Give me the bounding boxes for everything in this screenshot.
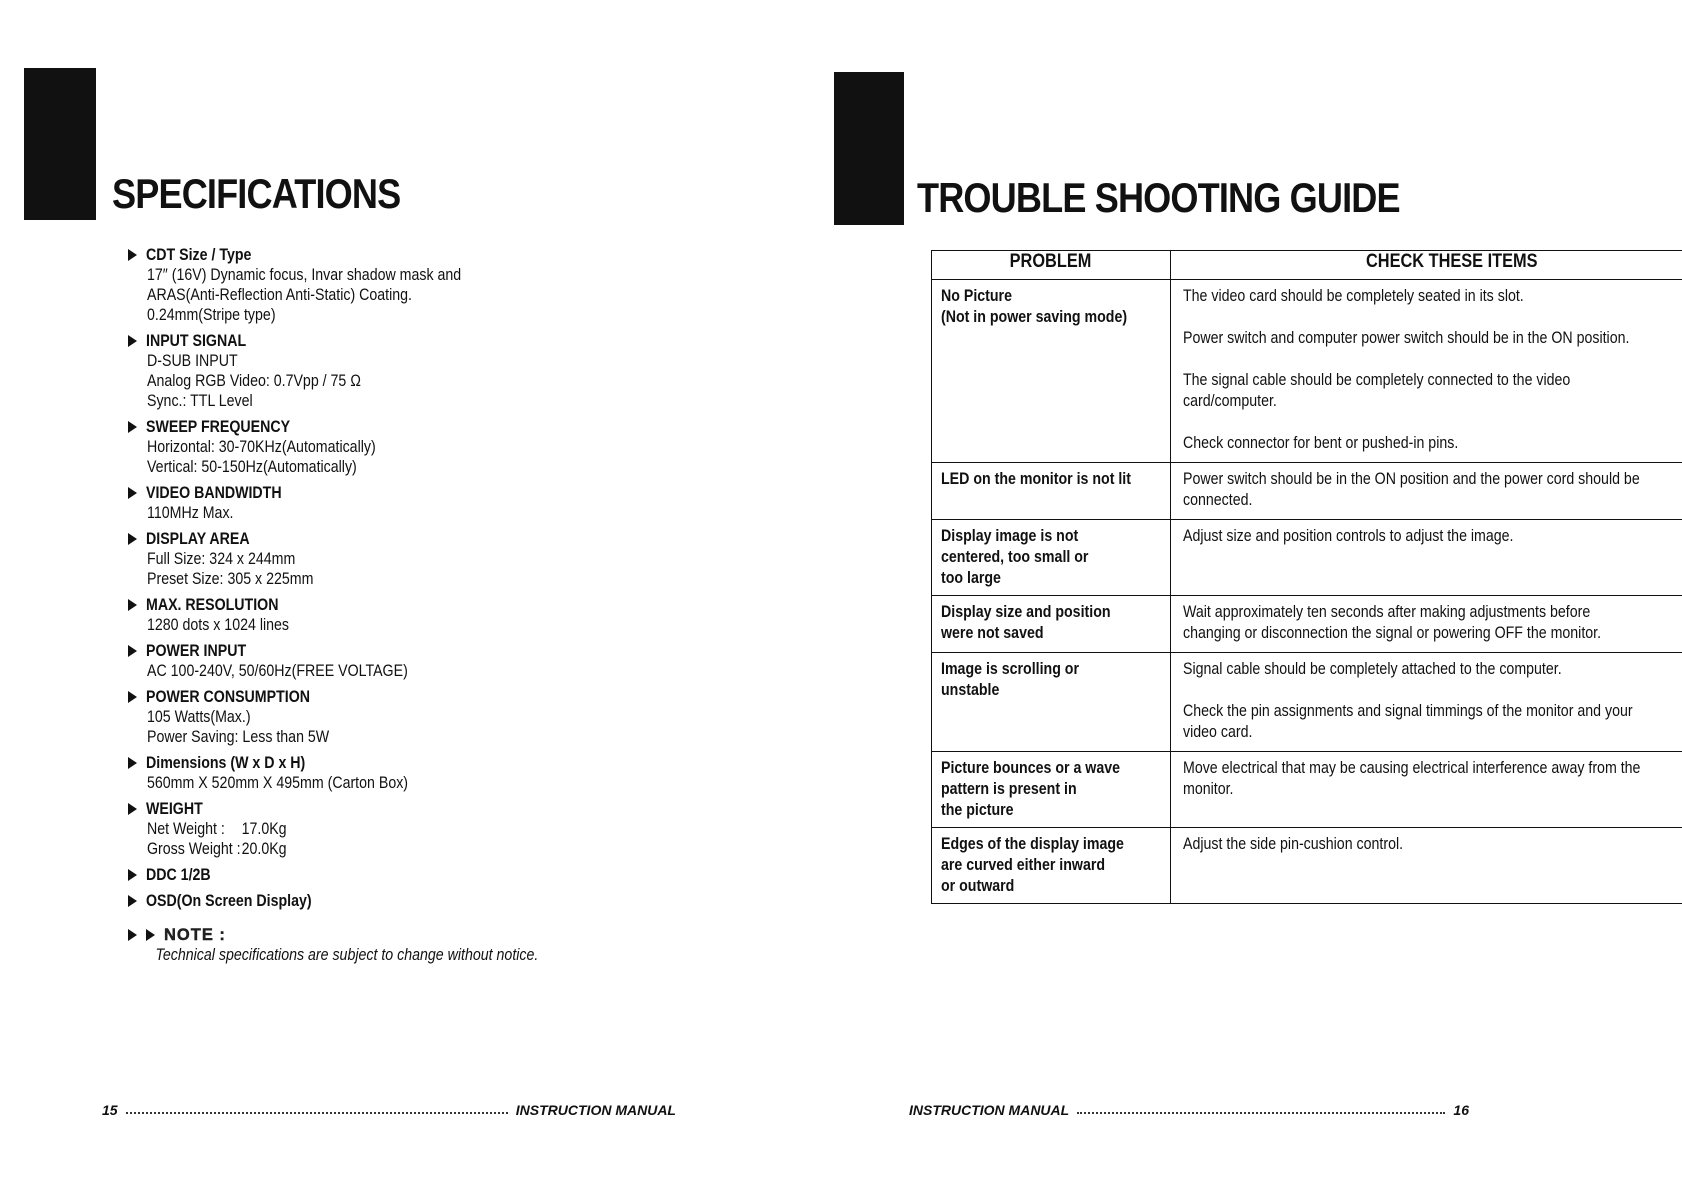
spec-heading <box>128 641 688 661</box>
spec-lines <box>128 437 688 477</box>
problem-text: Display image is not <box>941 527 1079 545</box>
dotted-leader <box>126 1112 508 1114</box>
spec-lines <box>128 549 688 589</box>
spec-heading-label: SWEEP FREQUENCY <box>146 418 291 436</box>
spec-line: Preset Size: 305 x 225mm <box>147 570 314 588</box>
arrow-icon <box>128 757 137 769</box>
dotted-leader <box>1077 1112 1445 1114</box>
spec-heading-label: POWER INPUT <box>146 642 247 660</box>
table-row <box>932 463 1682 520</box>
weight-value: 20.0Kg <box>241 840 287 858</box>
spec-item <box>128 753 688 793</box>
page-footer <box>909 1102 1469 1118</box>
arrow-icon <box>128 533 137 545</box>
problem-text: the picture <box>941 801 1014 819</box>
check-item: The signal cable should be completely connected to the video card/computer. <box>1182 371 1571 410</box>
troubleshooting-table <box>931 250 1682 904</box>
arrow-icon <box>128 421 137 433</box>
table-row <box>932 752 1682 828</box>
spec-line: Full Size: 324 x 244mm <box>147 550 296 568</box>
problem-text: too large <box>941 569 1001 587</box>
check-item: Check connector for bent or pushed-in pins. <box>1182 434 1459 452</box>
spec-line: 0.24mm(Stripe type) <box>147 306 276 324</box>
arrow-icon <box>128 929 137 941</box>
check-item: Adjust size and position controls to adjust the image. <box>1182 527 1514 545</box>
spec-item-weight <box>128 799 688 859</box>
spec-lines <box>128 615 688 635</box>
table-row <box>932 596 1682 653</box>
section-marker-bar <box>834 72 904 225</box>
spec-heading <box>128 417 688 437</box>
arrow-icon <box>128 249 137 261</box>
spec-line: 560mm X 520mm X 495mm (Carton Box) <box>147 774 409 792</box>
check-item: Signal cable should be completely attached to the computer. <box>1182 660 1562 678</box>
check-item: Power switch and computer power switch should be in the ON position. <box>1182 329 1630 347</box>
spec-heading <box>128 529 688 549</box>
check-cell <box>1170 596 1682 653</box>
spec-heading <box>128 865 688 885</box>
page-title: SPECIFICATIONS <box>112 170 401 217</box>
problem-cell <box>932 280 1171 463</box>
spec-line: Sync.: TTL Level <box>147 392 253 410</box>
problem-text: are curved either inward <box>941 856 1106 874</box>
spec-lines <box>128 503 688 523</box>
spec-item <box>128 641 688 681</box>
page-title: TROUBLE SHOOTING GUIDE <box>917 174 1400 221</box>
problem-text: centered, too small or <box>941 548 1089 566</box>
arrow-icon <box>128 803 137 815</box>
spec-item-osd <box>128 891 688 911</box>
problem-text: (Not in power saving mode) <box>941 308 1128 326</box>
spec-line: 17″ (16V) Dynamic focus, Invar shadow mask and <box>147 266 462 284</box>
page-footer <box>102 1102 676 1118</box>
footer-manual-label: INSTRUCTION MANUAL <box>909 1102 1070 1118</box>
arrow-icon <box>128 487 137 499</box>
problem-text: Display size and position <box>941 603 1111 621</box>
note-label: NOTE : <box>164 926 226 944</box>
spec-lines <box>128 351 688 411</box>
weight-row <box>147 839 612 859</box>
spec-line: 110MHz Max. <box>147 504 234 522</box>
problem-text: Image is scrolling or <box>941 660 1080 678</box>
check-cell <box>1170 463 1682 520</box>
spec-lines <box>128 265 688 325</box>
problem-cell <box>932 828 1171 904</box>
weight-value: 17.0Kg <box>241 820 287 838</box>
table-row <box>932 828 1682 904</box>
spec-heading-label: Dimensions (W x D x H) <box>146 754 306 772</box>
problem-cell <box>932 520 1171 596</box>
page-number: 16 <box>1453 1102 1469 1118</box>
spec-line: AC 100-240V, 50/60Hz(FREE VOLTAGE) <box>147 662 408 680</box>
check-item: Check the pin assignments and signal timmings of the monitor and your video card. <box>1182 702 1633 741</box>
spec-lines <box>128 661 688 681</box>
footer-manual-label: INSTRUCTION MANUAL <box>515 1102 676 1118</box>
problem-text: or outward <box>941 877 1015 895</box>
note-block <box>128 925 605 965</box>
problem-text: LED on the monitor is not lit <box>941 470 1131 488</box>
problem-cell <box>932 463 1171 520</box>
problem-text: were not saved <box>941 624 1044 642</box>
table-row <box>932 280 1682 463</box>
spec-line: Analog RGB Video: 0.7Vpp / 75 Ω <box>147 372 362 390</box>
spec-line: Vertical: 50-150Hz(Automatically) <box>147 458 357 476</box>
spec-heading <box>128 331 688 351</box>
problem-text: unstable <box>941 681 1000 699</box>
check-item: The video card should be completely seated in its slot. <box>1182 287 1524 305</box>
column-header-problem: PROBLEM <box>932 251 1171 280</box>
spec-line: Horizontal: 30-70KHz(Automatically) <box>147 438 376 456</box>
spec-item <box>128 529 688 589</box>
arrow-icon <box>128 599 137 611</box>
spec-heading-label: POWER CONSUMPTION <box>146 688 310 706</box>
problem-cell <box>932 752 1171 828</box>
spec-heading <box>128 245 688 265</box>
page-number: 15 <box>102 1102 118 1118</box>
spec-heading <box>128 753 688 773</box>
spec-item <box>128 417 688 477</box>
spec-item <box>128 687 688 747</box>
section-marker-bar <box>24 68 96 220</box>
spec-heading-label: VIDEO BANDWIDTH <box>146 484 282 502</box>
table-row <box>932 653 1682 752</box>
check-item: Wait approximately ten seconds after making adjustments before changing or disconnection the signal or powering OFF the monitor. <box>1182 603 1601 642</box>
column-header-check: CHECK THESE ITEMS <box>1170 251 1682 280</box>
check-cell <box>1170 280 1682 463</box>
check-cell <box>1170 828 1682 904</box>
arrow-icon <box>128 335 137 347</box>
table-row <box>932 520 1682 596</box>
check-item: Power switch should be in the ON position and the power cord should be connected. <box>1182 470 1640 509</box>
arrow-icon <box>128 645 137 657</box>
spec-heading-label: INPUT SIGNAL <box>146 332 247 350</box>
spec-heading-label: WEIGHT <box>146 800 203 818</box>
spec-list <box>128 245 688 917</box>
spec-heading <box>128 483 688 503</box>
spec-heading-label: CDT Size / Type <box>146 246 252 264</box>
problem-text: Picture bounces or a wave <box>941 759 1121 777</box>
weight-label: Gross Weight : <box>147 840 241 858</box>
spec-heading-label: OSD(On Screen Display) <box>146 892 312 910</box>
spec-item <box>128 595 688 635</box>
spec-heading <box>128 687 688 707</box>
spec-lines <box>128 707 688 747</box>
spec-line: D-SUB INPUT <box>147 352 238 370</box>
arrow-icon <box>146 929 155 941</box>
arrow-icon <box>128 691 137 703</box>
check-cell <box>1170 752 1682 828</box>
weight-row <box>147 819 612 839</box>
spec-heading <box>128 891 688 911</box>
spec-heading-label: MAX. RESOLUTION <box>146 596 279 614</box>
problem-text: pattern is present in <box>941 780 1077 798</box>
spec-line: ARAS(Anti-Reflection Anti-Static) Coating. <box>147 286 413 304</box>
problem-cell <box>932 596 1171 653</box>
spec-item <box>128 245 688 325</box>
spec-line: 1280 dots x 1024 lines <box>147 616 290 634</box>
check-cell <box>1170 653 1682 752</box>
spec-item <box>128 483 688 523</box>
spec-lines <box>128 773 688 793</box>
spec-item-ddc <box>128 865 688 885</box>
spec-heading-label: DDC 1/2B <box>146 866 211 884</box>
note-text: Technical specifications are subject to change without notice. <box>155 946 539 964</box>
problem-cell <box>932 653 1171 752</box>
check-cell <box>1170 520 1682 596</box>
spec-heading <box>128 595 688 615</box>
arrow-icon <box>128 869 137 881</box>
problem-text: Edges of the display image <box>941 835 1124 853</box>
arrow-icon <box>128 895 137 907</box>
problem-text: No Picture <box>941 287 1012 305</box>
spec-heading <box>128 799 688 819</box>
spec-lines <box>128 819 688 859</box>
spec-heading-label: DISPLAY AREA <box>146 530 250 548</box>
weight-label: Net Weight : <box>147 820 225 838</box>
check-item: Adjust the side pin-cushion control. <box>1182 835 1403 853</box>
check-item: Move electrical that may be causing electrical interference away from the monitor. <box>1182 759 1641 798</box>
spec-line: Power Saving: Less than 5W <box>147 728 330 746</box>
spec-line: 105 Watts(Max.) <box>147 708 251 726</box>
troubleshooting-page <box>841 0 1682 1182</box>
spec-item <box>128 331 688 411</box>
